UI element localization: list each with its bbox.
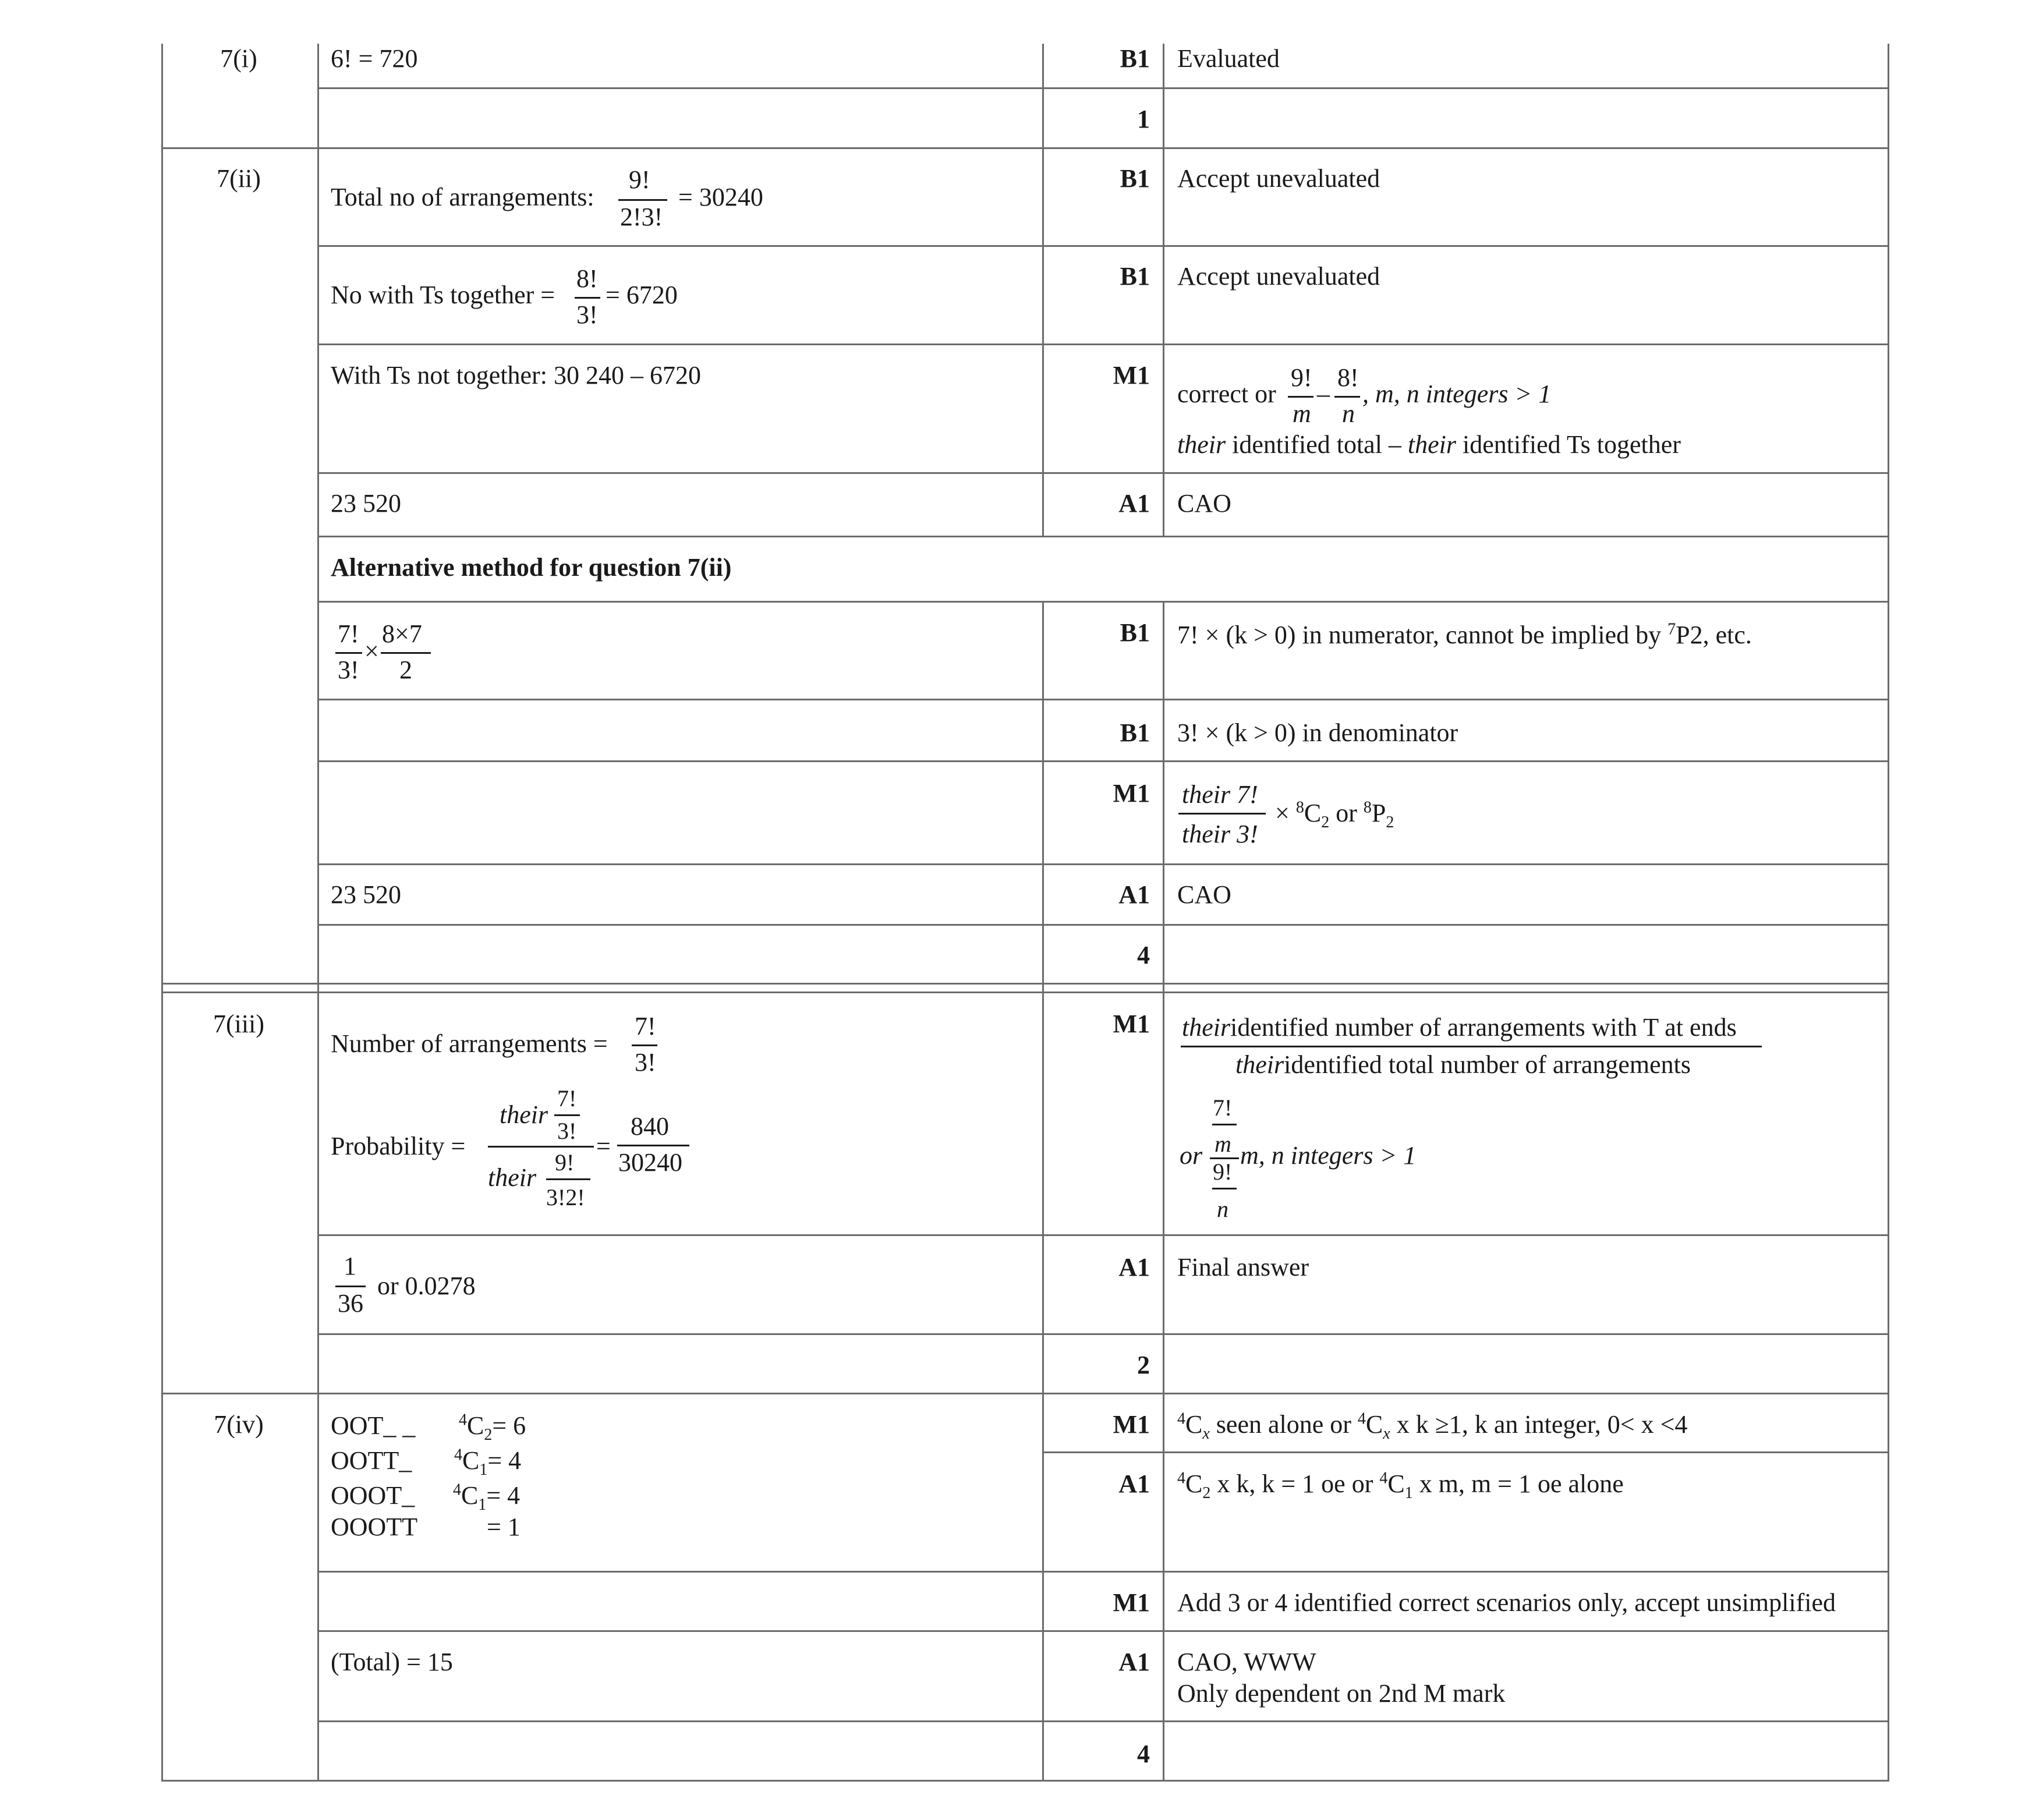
- table-border-bottom: [161, 1780, 1889, 1782]
- guidance-text: P2, etc.: [1676, 621, 1752, 649]
- guidance-text: correct or: [1177, 380, 1276, 408]
- mark-total: 4: [1137, 1740, 1150, 1768]
- fraction-numerator: 9!: [555, 1149, 575, 1175]
- fraction-denominator: 30240: [618, 1148, 682, 1177]
- fraction-bar: [618, 199, 667, 201]
- answer-text: C: [467, 1411, 484, 1440]
- fraction-denominator: 3!: [576, 300, 598, 329]
- answer-text: or 0.0278: [377, 1272, 476, 1300]
- guidance-text: x k, k = 1 oe or: [1217, 1470, 1373, 1498]
- subscript: 2: [1386, 813, 1394, 831]
- guidance-text: identified number of arrangements with T at ends: [1230, 1013, 1737, 1042]
- guidance-emphasis: their: [1182, 1013, 1231, 1042]
- row-divider: [1042, 1451, 1889, 1453]
- row-divider: [317, 760, 1889, 762]
- guidance-text: CAO: [1177, 880, 1231, 909]
- fraction-denominator: 3!: [557, 1118, 577, 1144]
- guidance-text: identified total number of arrangements: [1284, 1050, 1691, 1079]
- superscript: 4: [454, 1446, 462, 1464]
- answer-text: With Ts not together: 30 240 – 6720: [331, 361, 701, 390]
- guidance-text: [1235, 1049, 1691, 1081]
- alternative-method-heading: Alternative method for question 7(ii): [331, 553, 732, 582]
- fraction-denominator: m: [1293, 399, 1311, 428]
- subscript: 2: [1202, 1483, 1211, 1502]
- answer-text: C: [461, 1481, 479, 1510]
- answer-symbol: =: [596, 1132, 611, 1160]
- superscript: 4: [1379, 1469, 1388, 1488]
- answer-text: Number of arrangements =: [331, 1029, 608, 1058]
- fraction-denominator: 3!2!: [546, 1184, 585, 1210]
- subscript: x: [1202, 1424, 1210, 1443]
- list-item: [331, 1480, 521, 1514]
- answer-value: = 1: [487, 1513, 521, 1541]
- table-border-right: [1888, 44, 1889, 1782]
- fraction-numerator: 8×7: [382, 619, 422, 648]
- answer-text: C: [462, 1446, 480, 1475]
- fraction-bar: [488, 1146, 594, 1148]
- answer-text: 23 520: [331, 489, 401, 518]
- answer-text: 23 520: [331, 880, 401, 909]
- fraction-denominator: n: [1217, 1196, 1228, 1222]
- superscript: 4: [1177, 1469, 1185, 1488]
- question-label: 7(iii): [213, 1010, 264, 1038]
- pattern-text: OOOTT: [331, 1513, 418, 1541]
- guidance-text: [1275, 798, 1394, 829]
- fraction-bar: [1288, 396, 1313, 398]
- guidance-text: CAO, WWW: [1177, 1648, 1316, 1676]
- guidance-text: C: [1304, 799, 1322, 827]
- guidance-text: 7! × (k > 0) in numerator, cannot be implied by: [1177, 621, 1662, 649]
- pattern-text: OOOT_: [331, 1481, 415, 1510]
- answer-value: = 6: [492, 1411, 526, 1440]
- pattern-text: OOT_ _: [331, 1411, 416, 1440]
- guidance-text: [1182, 1012, 1737, 1043]
- subscript: 1: [479, 1460, 488, 1479]
- fraction-numerator: 7!: [635, 1012, 656, 1040]
- row-divider: [317, 699, 1889, 700]
- guidance-text: Accept unevaluated: [1177, 262, 1380, 291]
- fraction-denominator: 36: [338, 1289, 363, 1318]
- row-divider: [317, 863, 1889, 865]
- table-column-divider: [1042, 601, 1044, 1782]
- guidance-text: x m, m = 1 oe alone: [1419, 1470, 1624, 1498]
- answer-text: 6! = 720: [331, 44, 418, 73]
- list-item: [331, 1410, 526, 1442]
- guidance-text: [1177, 1409, 1688, 1443]
- fraction-denominator: their 3!: [1182, 820, 1258, 848]
- row-divider: [317, 344, 1889, 345]
- subscript: 1: [1404, 1483, 1413, 1502]
- section-divider-double: [161, 992, 1889, 993]
- fraction-denominator: m: [1215, 1131, 1231, 1157]
- fraction-bar: [617, 1145, 689, 1146]
- guidance-text: C: [1185, 1410, 1203, 1439]
- guidance-text: identified Ts together: [1463, 430, 1681, 459]
- fraction-numerator: 8!: [576, 264, 598, 293]
- guidance-emphasis: their: [1407, 430, 1457, 459]
- fraction-bar: [335, 652, 362, 654]
- question-label: 7(i): [220, 44, 257, 73]
- guidance-text: Evaluated: [1177, 44, 1280, 73]
- fraction-denominator: 2: [399, 656, 412, 684]
- superscript: 4: [1357, 1410, 1366, 1428]
- fraction-numerator: 7!: [1213, 1095, 1233, 1121]
- mark-code: M1: [1113, 1410, 1150, 1439]
- guidance-text: , m, n integers > 1: [1362, 380, 1552, 408]
- row-divider: [161, 1393, 1889, 1394]
- guidance-text: [1177, 1468, 1624, 1500]
- fraction-bar: [1181, 1046, 1762, 1047]
- guidance-text: 3! × (k > 0) in denominator: [1177, 718, 1458, 747]
- answer-value: = 6720: [606, 281, 678, 309]
- guidance-text: Only dependent on 2nd M mark: [1177, 1679, 1506, 1708]
- guidance-text: C: [1365, 1410, 1383, 1439]
- fraction-denominator: 3!: [635, 1048, 656, 1077]
- fraction-bar: [546, 1178, 590, 1180]
- guidance-text: Accept unevaluated: [1177, 164, 1380, 193]
- row-divider: [317, 536, 1889, 537]
- fraction-numerator: 9!: [1213, 1159, 1233, 1185]
- mark-code: M1: [1113, 1010, 1150, 1038]
- mark-code: B1: [1120, 44, 1150, 73]
- mark-total: 4: [1137, 941, 1150, 969]
- guidance-text: P: [1371, 799, 1386, 827]
- answer-text: No with Ts together =: [331, 281, 555, 309]
- guidance-text: C: [1185, 1470, 1203, 1498]
- fraction-bar: [1334, 396, 1360, 398]
- answer-value: = 4: [487, 1446, 522, 1475]
- row-divider: [317, 245, 1889, 247]
- fraction-bar: [632, 1044, 657, 1046]
- list-item: [331, 1445, 522, 1479]
- guidance-text: seen alone or: [1216, 1410, 1351, 1439]
- guidance-emphasis: or: [1180, 1141, 1203, 1170]
- fraction-bar: [1212, 1188, 1237, 1189]
- fraction-denominator: 2!3!: [620, 203, 663, 231]
- fraction-denominator: n: [1342, 399, 1355, 428]
- guidance-emphasis: their: [1177, 430, 1226, 459]
- fraction-bar: [1178, 813, 1266, 815]
- fraction-bar: [381, 652, 431, 654]
- mark-code: A1: [1118, 1470, 1150, 1498]
- table-column-divider: [1042, 44, 1044, 536]
- answer-emphasis: their: [500, 1100, 548, 1129]
- row-divider: [317, 1720, 1889, 1722]
- superscript: 4: [453, 1481, 461, 1499]
- answer-value: = 30240: [678, 183, 763, 211]
- fraction-numerator: 7!: [338, 619, 359, 648]
- row-divider: [317, 1571, 1889, 1573]
- mark-total: 2: [1137, 1351, 1150, 1379]
- guidance-text: Final answer: [1177, 1253, 1309, 1281]
- superscript: 8: [1363, 798, 1372, 817]
- fraction-denominator: 3!: [338, 656, 359, 684]
- fraction-numerator: 8!: [1337, 363, 1359, 392]
- answer-symbol: ×: [364, 637, 379, 665]
- fraction-numerator: 1: [344, 1252, 356, 1280]
- table-column-divider: [317, 44, 319, 1782]
- subscript: x: [1383, 1424, 1390, 1443]
- mark-code: M1: [1113, 1588, 1150, 1617]
- answer-value: = 4: [486, 1481, 521, 1510]
- guidance-text: Add 3 or 4 identified correct scenarios only, accept unsimplified: [1177, 1588, 1836, 1617]
- answer-text: (Total) = 15: [331, 1648, 453, 1676]
- row-divider: [161, 147, 1889, 149]
- mark-code: A1: [1118, 1253, 1150, 1281]
- guidance-text: x k ≥1, k an integer, 0< x <4: [1396, 1410, 1688, 1439]
- pattern-text: OOTT_: [331, 1446, 412, 1475]
- subscript: 2: [484, 1425, 493, 1444]
- guidance-text: [1177, 429, 1681, 461]
- fraction-bar: [575, 297, 600, 299]
- guidance-text: C: [1387, 1470, 1405, 1498]
- fraction-bar: [1212, 1124, 1237, 1125]
- guidance-text: CAO: [1177, 489, 1231, 518]
- question-label: 7(iv): [214, 1410, 264, 1439]
- mark-code: A1: [1118, 880, 1150, 909]
- row-divider: [317, 1234, 1889, 1236]
- row-divider: [317, 924, 1889, 926]
- mark-code: A1: [1118, 489, 1150, 518]
- answer-text: Probability =: [331, 1132, 466, 1160]
- mark-total: 1: [1137, 105, 1150, 133]
- fraction-numerator: 840: [631, 1112, 669, 1141]
- table-column-divider: [1163, 601, 1164, 1782]
- question-label: 7(ii): [217, 164, 261, 193]
- fraction-numerator: 9!: [1291, 363, 1312, 392]
- fraction-numerator: their 7!: [1182, 780, 1258, 809]
- mark-code: B1: [1120, 718, 1150, 747]
- list-item: [331, 1511, 521, 1543]
- table-column-divider: [1163, 44, 1164, 536]
- section-divider-double: [161, 983, 1889, 985]
- mark-code: B1: [1120, 618, 1150, 647]
- guidance-symbol: ×: [1275, 799, 1290, 827]
- mark-code: B1: [1120, 164, 1150, 193]
- row-divider: [317, 1333, 1889, 1335]
- answer-emphasis: their: [488, 1163, 537, 1192]
- superscript: 8: [1295, 798, 1304, 817]
- guidance-symbol: –: [1317, 380, 1330, 408]
- superscript: 4: [1177, 1410, 1185, 1428]
- table-border-left: [161, 44, 163, 1782]
- mark-code: B1: [1120, 262, 1150, 291]
- guidance-text: [1177, 619, 1752, 651]
- guidance-text: identified total –: [1232, 430, 1401, 459]
- fraction-numerator: 7!: [557, 1085, 577, 1111]
- fraction-bar: [335, 1286, 366, 1287]
- mark-code: A1: [1118, 1648, 1150, 1676]
- mark-code: M1: [1113, 779, 1150, 808]
- subscript: 2: [1321, 813, 1330, 831]
- superscript: 4: [459, 1411, 467, 1429]
- superscript: 7: [1667, 620, 1676, 639]
- row-divider: [317, 1630, 1889, 1632]
- guidance-text: m, n integers > 1: [1240, 1141, 1417, 1170]
- mark-code: M1: [1113, 361, 1150, 390]
- answer-text: Total no of arrangements:: [331, 183, 594, 211]
- fraction-numerator: 9!: [629, 165, 650, 194]
- row-divider: [317, 87, 1889, 89]
- subscript: 1: [478, 1495, 487, 1514]
- row-divider: [317, 472, 1889, 474]
- guidance-text: or: [1336, 799, 1357, 827]
- row-divider: [317, 601, 1889, 603]
- guidance-emphasis: their: [1235, 1050, 1284, 1079]
